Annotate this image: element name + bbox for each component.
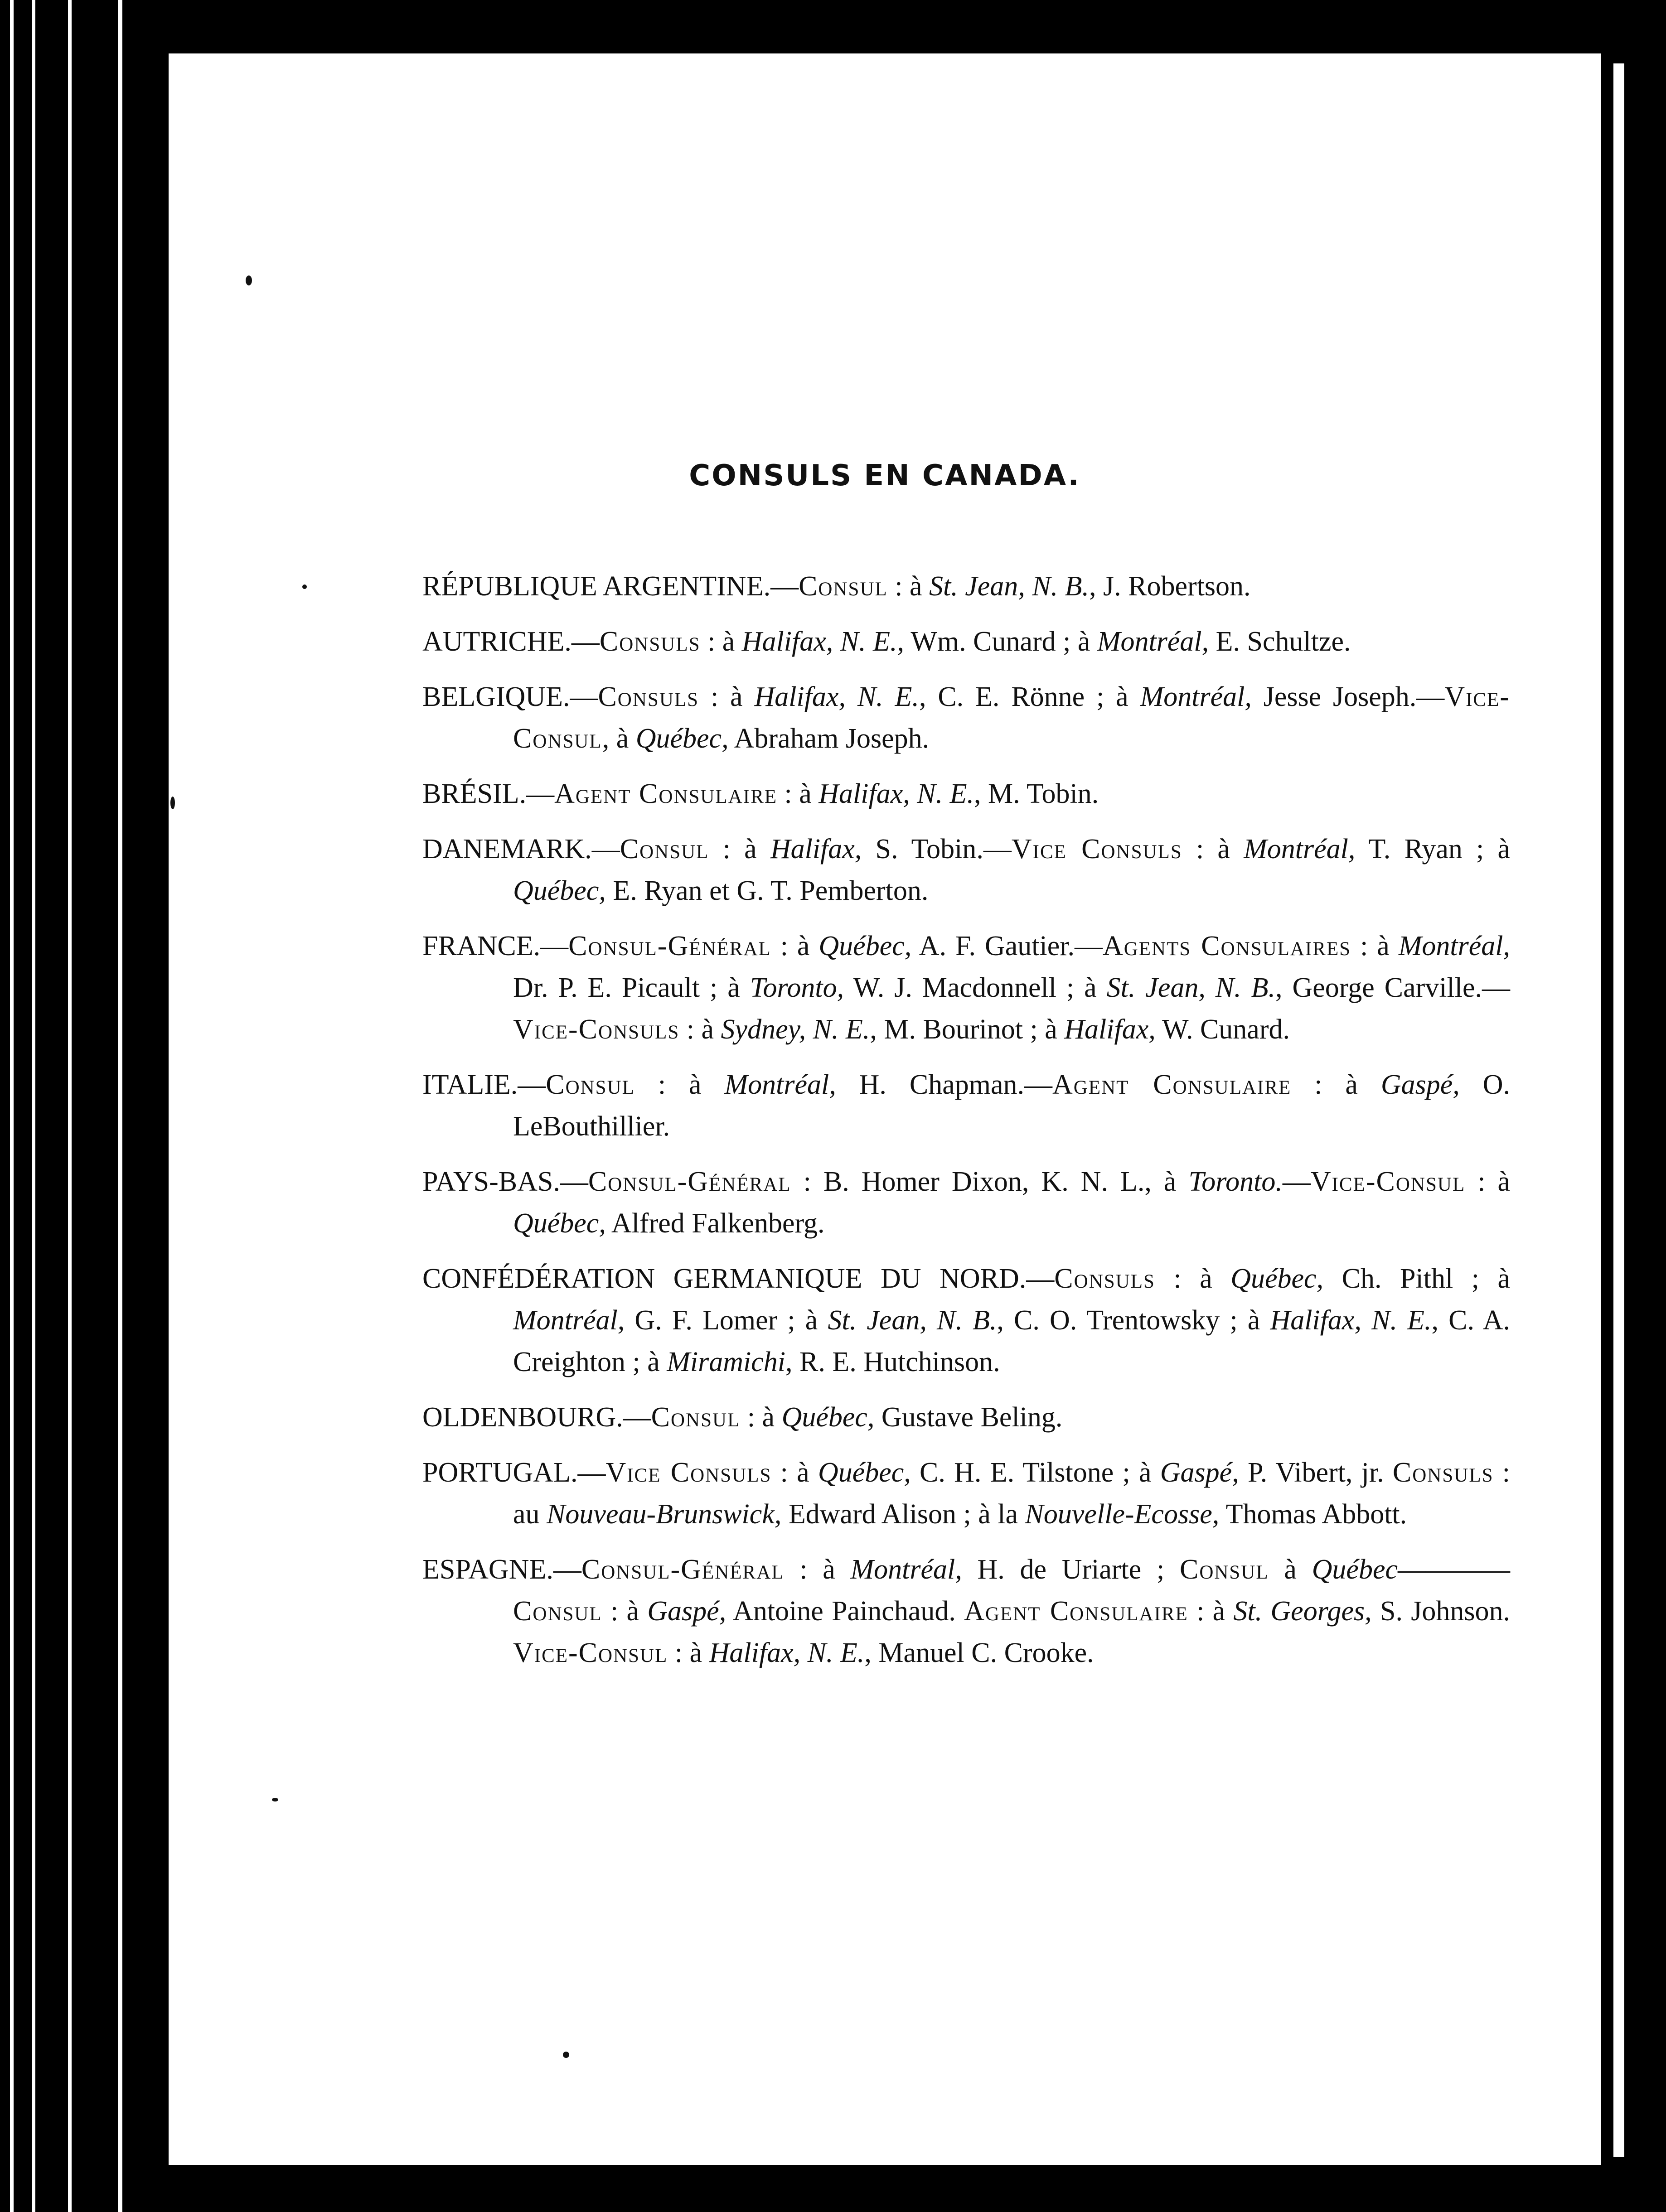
- entry-text: Gustave Beling.: [874, 1402, 1063, 1433]
- place-name: St. Jean, N. B.: [929, 571, 1090, 602]
- place-name: St. Jean, N. B.: [828, 1305, 997, 1336]
- entry-text: , C. A. Creighton ; à: [513, 1305, 1510, 1377]
- consul-role: Consul: [651, 1402, 741, 1433]
- entry-text: —: [553, 1554, 581, 1585]
- country-name: CONFÉDÉRATION GERMANIQUE DU NORD.: [422, 1263, 1027, 1294]
- consul-role: Agents Consulaires: [1102, 931, 1351, 961]
- entry-text: : à: [668, 1637, 709, 1668]
- scan-speck: [563, 2052, 569, 2058]
- consul-role: Consul: [1179, 1554, 1269, 1585]
- entry-text: —: [526, 778, 555, 809]
- consul-role: Consul: [620, 834, 709, 865]
- country-name: AUTRICHE.: [422, 626, 571, 657]
- scan-speck: [246, 275, 252, 285]
- place-name: Nouvelle-Ecosse,: [1025, 1499, 1220, 1530]
- entry-text: : B. Homer Dixon, K. N. L., à: [791, 1166, 1189, 1197]
- entry-text: : à: [1155, 1263, 1231, 1294]
- consul-role: Vice Consuls: [1011, 834, 1182, 865]
- entry-text: , J. Robertson.: [1089, 571, 1251, 602]
- country-name: ESPAGNE.: [422, 1554, 553, 1585]
- entry-text: : à: [887, 571, 930, 602]
- entry-text: : à: [679, 1014, 721, 1045]
- place-name: Halifax, N. E.: [754, 681, 919, 712]
- entry-text: —: [623, 1402, 651, 1433]
- entry-text: : à: [1188, 1596, 1234, 1627]
- consul-role: Vice Consuls: [605, 1457, 772, 1488]
- entry-text: T. Ryan ; à: [1355, 834, 1511, 865]
- entry-text: , M. Bourinot ; à: [870, 1014, 1065, 1045]
- place-name: Québec,: [781, 1402, 875, 1433]
- entry-text: Ch. Pithl ; à: [1323, 1263, 1510, 1294]
- consul-role: Consuls: [1392, 1457, 1494, 1488]
- entry-text: Jesse Joseph.—: [1251, 681, 1445, 712]
- place-name: Montréal,: [1244, 834, 1356, 865]
- entry-text: : à: [1465, 1166, 1511, 1197]
- place-name: Montréal,: [724, 1069, 836, 1100]
- page-title: CONSULS EN CANADA.: [689, 459, 1080, 493]
- country-name: BELGIQUE.: [422, 681, 570, 712]
- place-name: Montréal,: [1140, 681, 1252, 712]
- consul-entry: [422, 828, 1510, 912]
- place-name: Québec,: [818, 1457, 911, 1488]
- place-name: Gaspé,: [647, 1596, 726, 1627]
- consul-role: Agent Consulaire: [1052, 1069, 1292, 1100]
- place-name: Montréal,: [850, 1554, 962, 1585]
- entry-text: à: [1269, 1554, 1312, 1585]
- consul-role: Consul: [513, 1596, 602, 1627]
- place-name: St. Georges,: [1233, 1596, 1372, 1627]
- entry-text: —: [570, 681, 598, 712]
- entry-text: , George Carville.—: [1275, 972, 1511, 1003]
- entry-text: S. Tobin.—: [862, 834, 1012, 865]
- entry-text: Dr. P. E. Picault ; à: [513, 972, 750, 1003]
- consul-role: Agent Consulaire: [964, 1596, 1188, 1627]
- place-name: Halifax, N. E.: [741, 626, 897, 657]
- consul-role: Consuls: [599, 626, 701, 657]
- entry-text: —: [1026, 1263, 1055, 1294]
- country-name: ITALIE.: [422, 1069, 518, 1100]
- consul-role: Consul-Général: [581, 1554, 785, 1585]
- entry-text: , R. E. Hutchinson.: [785, 1347, 1000, 1377]
- place-name: Toronto.: [1188, 1166, 1283, 1197]
- consul-entry: [422, 565, 1510, 607]
- entry-text: —: [591, 834, 620, 865]
- scan-speck: [272, 1798, 278, 1801]
- entry-text: Alfred Falkenberg.: [605, 1208, 825, 1239]
- scan-speck: [170, 797, 175, 809]
- consul-role: Vice-Consuls: [513, 1014, 680, 1045]
- consul-role: Consul: [546, 1069, 635, 1100]
- entry-text: : à: [602, 1596, 648, 1627]
- consul-list: [422, 565, 1510, 1687]
- document-page: [169, 53, 1601, 2165]
- scan-speck: [302, 584, 307, 589]
- place-name: Halifax,: [1064, 1014, 1156, 1045]
- entry-text: ————: [1398, 1554, 1510, 1585]
- entry-text: : à: [699, 681, 755, 712]
- entry-text: : à: [771, 931, 819, 961]
- place-name: Halifax,: [770, 834, 862, 865]
- place-name: Nouveau-Brunswick,: [547, 1499, 782, 1530]
- entry-text: —: [571, 626, 600, 657]
- consul-role: Consul-Général: [588, 1166, 791, 1197]
- entry-text: —: [560, 1166, 588, 1197]
- country-name: BRÉSIL.: [422, 778, 527, 809]
- consul-entry: [422, 925, 1510, 1050]
- country-name: PORTUGAL.: [422, 1457, 578, 1488]
- entry-text: —: [770, 571, 799, 602]
- consul-entry: [422, 1064, 1510, 1147]
- place-name: Halifax, N. E.: [1270, 1305, 1432, 1336]
- place-name: Québec,: [513, 875, 606, 906]
- entry-text: Abraham Joseph.: [728, 723, 930, 754]
- place-name: Gaspé,: [1380, 1069, 1460, 1100]
- entry-text: : à: [1291, 1069, 1381, 1100]
- place-name: Montréal,: [513, 1305, 625, 1336]
- right-page-edge: [1601, 0, 1666, 2212]
- place-name: Miramichi: [667, 1347, 785, 1377]
- entry-text: W. J. Macdonnell ; à: [844, 972, 1107, 1003]
- place-name: Québec,: [818, 931, 912, 961]
- entry-text: G. F. Lomer ; à: [625, 1305, 828, 1336]
- entry-text: H. de Uriarte ;: [962, 1554, 1180, 1585]
- entry-text: C. H. E. Tilstone ; à: [910, 1457, 1160, 1488]
- entry-text: : à: [1182, 834, 1244, 865]
- entry-text: —: [577, 1457, 606, 1488]
- country-name: RÉPUBLIQUE ARGENTINE.: [422, 571, 771, 602]
- entry-text: A. F. Gautier.—: [911, 931, 1103, 961]
- entry-text: : à: [634, 1069, 725, 1100]
- place-name: Québec,: [1230, 1263, 1324, 1294]
- place-name: Montréal,: [1097, 626, 1209, 657]
- entry-text: O. LeBouthillier.: [513, 1069, 1511, 1142]
- consul-role: Consuls: [1054, 1263, 1155, 1294]
- entry-text: : à: [784, 1554, 851, 1585]
- entry-text: , C. O. Trentowsky ; à: [997, 1305, 1270, 1336]
- place-name: Gaspé,: [1160, 1457, 1239, 1488]
- consul-role: Vice-Consul: [513, 1637, 668, 1668]
- entry-text: S. Johnson.: [1371, 1596, 1510, 1627]
- facing-page-strip: [1613, 63, 1624, 2157]
- consul-entry: [422, 1161, 1510, 1244]
- place-name: Sydney, N. E.: [721, 1014, 870, 1045]
- entry-text: : à: [740, 1402, 782, 1433]
- consul-role: Consul-Général: [568, 931, 771, 961]
- place-name: St. Jean, N. B.: [1106, 972, 1276, 1003]
- consul-role: Consuls: [598, 681, 699, 712]
- entry-text: : au: [513, 1457, 1510, 1530]
- entry-text: Antoine Painchaud.: [726, 1596, 964, 1627]
- consul-role: Vice-Consul: [513, 681, 1510, 754]
- place-name: Québec: [1312, 1554, 1398, 1585]
- entry-text: : à: [709, 834, 770, 865]
- place-name: Halifax, N. E.: [709, 1637, 865, 1668]
- consul-entry: [422, 1258, 1510, 1383]
- country-name: OLDENBOURG.: [422, 1402, 623, 1433]
- country-name: FRANCE.: [422, 931, 541, 961]
- consul-entry: [422, 1549, 1510, 1674]
- consul-entry: [422, 676, 1510, 759]
- place-name: Montréal,: [1398, 931, 1510, 961]
- entry-text: : à: [1351, 931, 1399, 961]
- entry-text: : à: [700, 626, 742, 657]
- place-name: Québec,: [513, 1208, 606, 1239]
- country-name: DANEMARK.: [422, 834, 592, 865]
- consul-entry: [422, 1396, 1510, 1438]
- entry-text: Thomas Abbott.: [1219, 1499, 1407, 1530]
- place-name: Halifax, N. E.: [818, 778, 974, 809]
- consul-entry: [422, 1452, 1510, 1535]
- place-name: Québec,: [635, 723, 729, 754]
- entry-text: , C. E. Rönne ; à: [919, 681, 1140, 712]
- entry-text: , Manuel C. Crooke.: [864, 1637, 1094, 1668]
- entry-text: : à: [777, 778, 819, 809]
- consul-role: Agent Consulaire: [554, 778, 778, 809]
- entry-text: W. Cunard.: [1155, 1014, 1290, 1045]
- consul-entry: [422, 773, 1510, 815]
- entry-text: —: [540, 931, 569, 961]
- entry-text: , à: [602, 723, 636, 754]
- entry-text: : à: [771, 1457, 818, 1488]
- entry-text: —: [1282, 1166, 1311, 1197]
- country-name: PAYS-BAS.: [422, 1166, 560, 1197]
- entry-text: , M. Tobin.: [973, 778, 1099, 809]
- book-spine-shadow: [0, 0, 169, 2212]
- entry-text: H. Chapman.—: [836, 1069, 1052, 1100]
- consul-role: Vice-Consul: [1310, 1166, 1466, 1197]
- place-name: Toronto,: [750, 972, 844, 1003]
- entry-text: E. Ryan et G. T. Pemberton.: [605, 875, 929, 906]
- entry-text: , Wm. Cunard ; à: [897, 626, 1097, 657]
- entry-text: P. Vibert, jr.: [1239, 1457, 1393, 1488]
- entry-text: Edward Alison ; à la: [781, 1499, 1025, 1530]
- consul-entry: [422, 621, 1510, 662]
- consul-role: Consul: [799, 571, 888, 602]
- entry-text: —: [518, 1069, 546, 1100]
- entry-text: E. Schultze.: [1209, 626, 1351, 657]
